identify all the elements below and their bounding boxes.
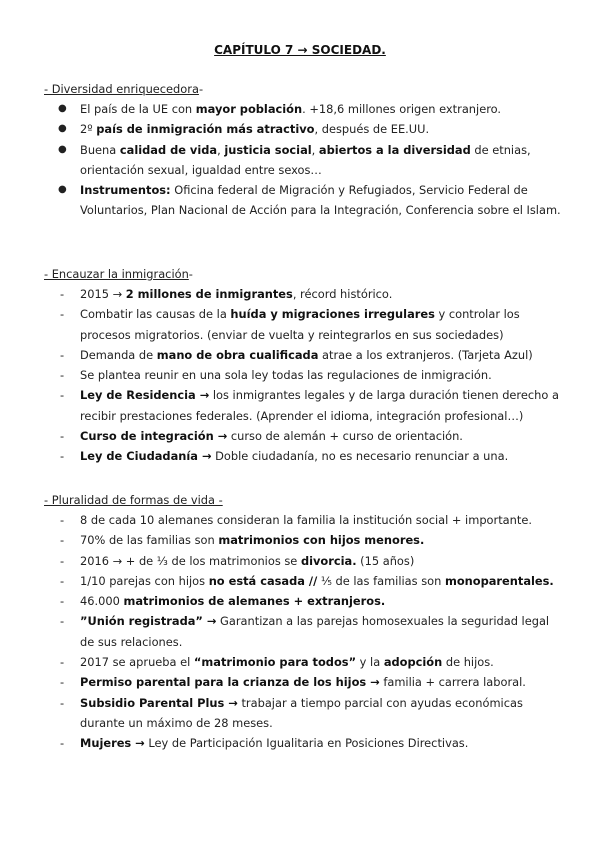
bold-text: Mujeres →: [80, 736, 145, 751]
item-text: 2º: [80, 122, 97, 137]
bold-text: monoparentales.: [444, 573, 554, 588]
item-text: 70% de las familias son: [80, 533, 219, 548]
bold-text: no está casada //: [208, 573, 318, 588]
dash-marker: -: [60, 368, 65, 383]
list-item: [44, 652, 564, 672]
item-text: 8 de cada 10 alemanes consideran la familia la institución social + importante.: [80, 513, 532, 527]
item-text: , después de EE.UU.: [314, 122, 430, 137]
bold-text: mano de obra cualificada: [156, 347, 319, 362]
bold-text: país de inmigración más atractivo: [96, 122, 315, 137]
bullet-icon: ●: [58, 123, 67, 135]
section-list: [44, 99, 564, 221]
item-text: ,: [311, 142, 319, 157]
dash-marker: -: [60, 614, 65, 629]
list-item: [44, 365, 564, 385]
section-heading: [44, 490, 564, 510]
bold-text: Instrumentos:: [80, 183, 171, 198]
item-text: los inmigrantes legales y de larga duración tienen derecho a recibir prestaciones federales. (Aprender el idioma, integración profesional…): [80, 388, 559, 423]
section-heading-text: - Encauzar la inmigración: [44, 267, 189, 281]
dash-marker: -: [60, 429, 65, 444]
bullet-icon: ●: [58, 184, 67, 196]
section-heading: [44, 79, 564, 99]
section-heading-suffix: -: [198, 82, 204, 96]
bold-text: huída y migraciones irregulares: [230, 307, 435, 322]
dash-marker: -: [60, 347, 65, 362]
list-item: [44, 385, 564, 426]
section-heading: [44, 264, 564, 284]
bold-text: Ley de Residencia →: [80, 388, 210, 403]
list-item: [44, 99, 564, 119]
bold-text: ”Unión registrada” →: [80, 614, 217, 629]
section-heading-suffix: -: [188, 267, 193, 281]
item-text: , récord histórico.: [292, 287, 393, 301]
dash-marker: -: [60, 533, 65, 548]
item-text: Demanda de: [80, 347, 157, 362]
bold-text: Ley de Ciudadanía →: [80, 449, 212, 464]
bold-text: calidad de vida: [119, 142, 218, 157]
dash-marker: -: [60, 513, 65, 527]
item-text: de hijos.: [442, 655, 494, 670]
dash-marker: -: [60, 675, 65, 690]
item-text: trabajar a tiempo parcial con ayudas económicas durante un máximo de 28 meses.: [80, 695, 523, 730]
item-text: y controlar los procesos migratorios. (enviar de vuelta y reintegrarlos en sus sociedades): [80, 307, 520, 342]
bold-text: mayor población: [195, 102, 303, 116]
dash-marker: -: [60, 736, 65, 751]
item-text: Oficina federal de Migración y Refugiados, Servicio Federal de Voluntarios, Plan Nacional de Acción para la Integración, Conferencia sobre el Islam.: [80, 183, 561, 218]
dash-marker: -: [60, 449, 65, 464]
section-heading-text: - Pluralidad de formas de vida -: [44, 493, 223, 507]
bold-text: divorcia.: [300, 553, 357, 568]
bold-text: adopción: [383, 655, 443, 670]
list-item: [44, 426, 564, 446]
bold-text: abiertos a la diversidad: [318, 142, 471, 157]
item-text: Garantizan a las parejas homosexuales la seguridad legal de sus relaciones.: [80, 614, 550, 649]
list-item: [44, 446, 564, 466]
section-list: [44, 510, 564, 754]
item-text: Ley de Participación Igualitaria en Posiciones Directivas.: [144, 736, 469, 751]
list-item: [44, 510, 564, 530]
dash-marker: -: [60, 573, 65, 588]
list-item: [44, 180, 564, 221]
list-item: [44, 345, 564, 365]
list-item: [44, 611, 564, 652]
item-text: curso de alemán + curso de orientación.: [227, 429, 463, 444]
item-text: de etnias, orientación sexual, igualdad entre sexos…: [80, 142, 531, 177]
bold-text: “matrimonio para todos”: [193, 655, 357, 670]
item-text: 2017 se aprueba el: [80, 655, 194, 670]
bold-text: Permiso parental para la crianza de los hijos →: [80, 675, 380, 690]
list-item: [44, 693, 564, 734]
dash-marker: -: [60, 307, 65, 322]
item-text: (15 años): [356, 553, 415, 568]
bold-text: matrimonios de alemanes + extranjeros.: [123, 594, 386, 609]
list-item: [44, 571, 564, 591]
section-pluralidad: [44, 490, 564, 754]
section-heading-text: - Diversidad enriquecedora: [44, 82, 199, 96]
item-text: El país de la UE con: [80, 102, 196, 116]
item-text: Buena: [80, 142, 120, 157]
section-list: [44, 284, 564, 467]
page-title: CAPÍTULO 7 → SOCIEDAD.: [214, 43, 386, 57]
list-item: [44, 551, 564, 571]
list-item: [44, 672, 564, 692]
item-text: 2016 → + de ⅓ de los matrimonios se: [80, 553, 301, 568]
section-inmigracion: [44, 264, 564, 467]
item-text: . +18,6 millones origen extranjero.: [302, 102, 502, 116]
section-diversidad: [44, 79, 564, 221]
item-text: familia + carrera laboral.: [379, 675, 526, 690]
bullet-icon: ●: [58, 143, 67, 155]
bold-text: justicia social: [224, 142, 312, 157]
list-item: [44, 530, 564, 550]
item-text: atrae a los extranjeros. (Tarjeta Azul): [318, 347, 533, 362]
item-text: y la: [356, 655, 384, 670]
dash-marker: -: [60, 655, 65, 670]
list-item: [44, 304, 564, 345]
list-item: [44, 591, 564, 611]
dash-marker: -: [60, 388, 65, 403]
list-item: [44, 733, 564, 753]
item-text: Combatir las causas de la: [80, 307, 231, 322]
bold-text: Subsidio Parental Plus →: [80, 695, 238, 710]
list-item: [44, 284, 564, 304]
item-text: 46.000: [80, 594, 124, 609]
item-text: 2015 →: [80, 287, 126, 301]
bold-text: Curso de integración →: [80, 429, 228, 444]
item-text: Se plantea reunir en una sola ley todas las regulaciones de inmigración.: [80, 368, 492, 383]
item-text: ⅕ de las familias son: [317, 573, 445, 588]
list-item: [44, 140, 564, 181]
item-text: ,: [217, 142, 225, 157]
dash-marker: -: [60, 695, 65, 710]
bullet-icon: ●: [58, 103, 67, 114]
item-text: Doble ciudadanía, no es necesario renunciar a una.: [211, 449, 509, 464]
dash-marker: -: [60, 287, 65, 301]
bold-text: 2 millones de inmigrantes: [125, 287, 293, 301]
list-item: [44, 119, 564, 139]
dash-marker: -: [60, 553, 65, 568]
bold-text: matrimonios con hijos menores.: [218, 533, 425, 548]
dash-marker: -: [60, 594, 65, 609]
item-text: 1/10 parejas con hijos: [80, 573, 209, 588]
